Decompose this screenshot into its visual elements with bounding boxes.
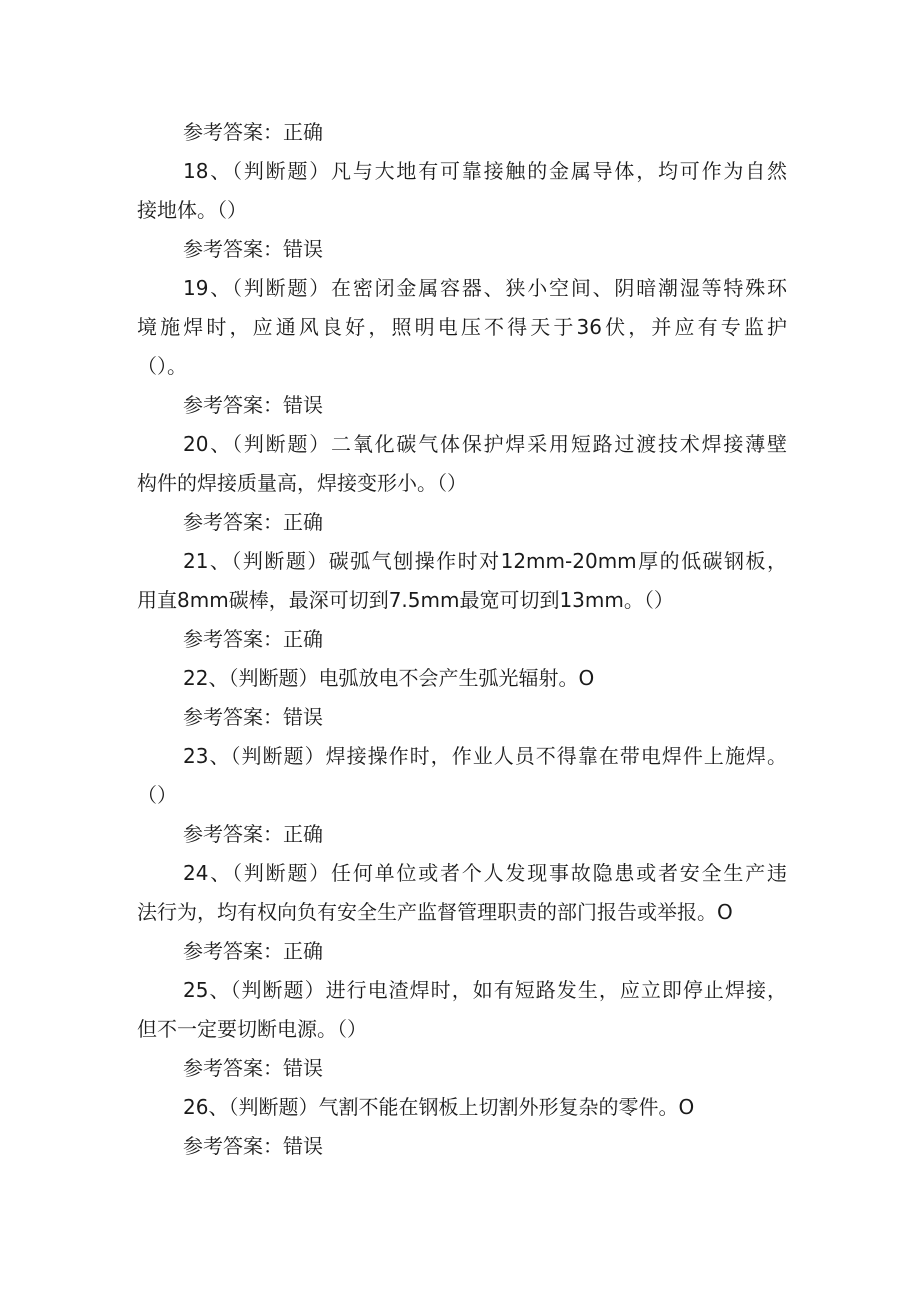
question-18 — [137, 152, 787, 230]
question-line: 26、（判断题）气割不能在钢板上切割外形复杂的零件。O — [183, 1095, 695, 1119]
answer-line: 参考答案：正确 — [183, 627, 323, 651]
question-19 — [137, 269, 787, 386]
question-line: 18、（判断题）凡与大地有可靠接触的金属导体，均可作为自然 — [183, 159, 787, 183]
question-line: 用直8mm碳棒，最深可切到7.5mm最宽可切到13mm。（） — [137, 588, 674, 612]
question-line: 接地体。（） — [137, 198, 247, 222]
question-23 — [137, 737, 787, 815]
question-line: 22、（判断题）电弧放电不会产生弧光辐射。O — [183, 666, 595, 690]
question-24 — [137, 854, 787, 932]
question-22 — [137, 659, 787, 698]
answer-line: 参考答案：正确 — [183, 939, 323, 963]
answer-line: 参考答案：正确 — [183, 822, 323, 846]
question-line: 23、（判断题）焊接操作时，作业人员不得靠在带电焊件上施焊。 — [183, 744, 787, 768]
question-line: 24、（判断题）任何单位或者个人发现事故隐患或者安全生产违 — [183, 861, 787, 885]
question-line: 19、（判断题）在密闭金属容器、狭小空间、阴暗潮湿等特殊环 — [183, 276, 787, 300]
question-list — [137, 113, 787, 1166]
answer-line: 参考答案：错误 — [183, 393, 323, 417]
question-line: 但不一定要切断电源。（） — [137, 1017, 367, 1041]
answer-line: 参考答案：错误 — [183, 1056, 323, 1080]
question-line: 构件的焊接质量高，焊接变形小。（） — [137, 471, 467, 495]
question-21 — [137, 542, 787, 620]
question-line: 21、（判断题）碳弧气刨操作时对12mm-20mm厚的低碳钢板， — [183, 549, 787, 573]
question-line: 25、（判断题）进行电渣焊时，如有短路发生，应立即停止焊接， — [183, 978, 787, 1002]
answer-line: 参考答案：错误 — [183, 705, 323, 729]
question-26 — [137, 1088, 787, 1127]
question-line: （）。 — [137, 354, 187, 378]
answer-line: 参考答案：正确 — [183, 510, 323, 534]
question-line: 20、（判断题）二氧化碳气体保护焊采用短路过渡技术焊接薄壁 — [183, 432, 787, 456]
question-25 — [137, 971, 787, 1049]
answer-line: 参考答案：正确 — [183, 120, 323, 144]
question-20 — [137, 425, 787, 503]
question-line: （） — [137, 783, 177, 807]
answer-line: 参考答案：错误 — [183, 1134, 323, 1158]
question-line: 境施焊时，应通风良好，照明电压不得天于36伏，并应有专监护 — [137, 315, 787, 339]
answer-line: 参考答案：错误 — [183, 237, 323, 261]
question-line: 法行为，均有权向负有安全生产监督管理职责的部门报告或举报。O — [137, 900, 733, 924]
